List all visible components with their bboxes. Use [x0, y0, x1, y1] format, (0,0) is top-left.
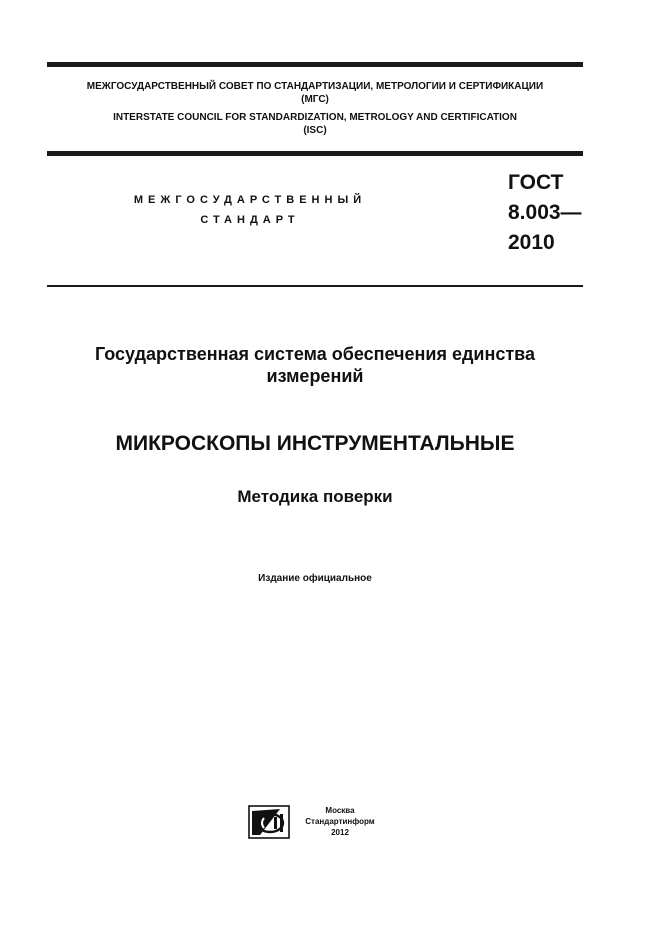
system-title-line2: измерений: [266, 366, 364, 386]
council-en-abbr: (ISC): [303, 125, 327, 136]
edition-label: Издание официальное: [258, 573, 372, 584]
document-subtitle: Методика поверки: [237, 487, 393, 506]
council-ru: МЕЖГОСУДАРСТВЕННЫЙ СОВЕТ ПО СТАНДАРТИЗАЦИИ, МЕТРОЛОГИИ И СЕРТИФИКАЦИИ: [86, 81, 544, 92]
gost-prefix: ГОСТ: [508, 171, 564, 194]
publisher-year: 2012: [331, 828, 349, 837]
council-header: [47, 80, 583, 137]
gost-designation: [508, 168, 582, 258]
council-ru-abbr: (МГС): [301, 94, 329, 105]
standartinform-logo-icon: [248, 805, 290, 839]
gost-number: 8.003—: [508, 201, 582, 224]
gost-year: 2010: [508, 231, 555, 254]
top-rule: [47, 62, 583, 67]
header-rule: [47, 285, 583, 287]
publisher-name: Стандартинформ: [305, 817, 375, 826]
standard-label-line1: МЕЖГОСУДАРСТВЕННЫЙ: [133, 194, 367, 206]
council-en: INTERSTATE COUNCIL FOR STANDARDIZATION, METROLOGY AND CERTIFICATION: [113, 112, 517, 123]
standard-label: [110, 190, 390, 230]
system-title-line1: Государственная система обеспечения единства: [94, 344, 536, 364]
system-title: [47, 343, 583, 387]
publisher-city: Москва: [325, 806, 355, 815]
publisher-block: [300, 805, 380, 838]
document-title: МИКРОСКОПЫ ИНСТРУМЕНТАЛЬНЫЕ: [115, 432, 515, 455]
council-rule: [47, 151, 583, 156]
standard-label-line2: СТАНДАРТ: [200, 214, 300, 226]
